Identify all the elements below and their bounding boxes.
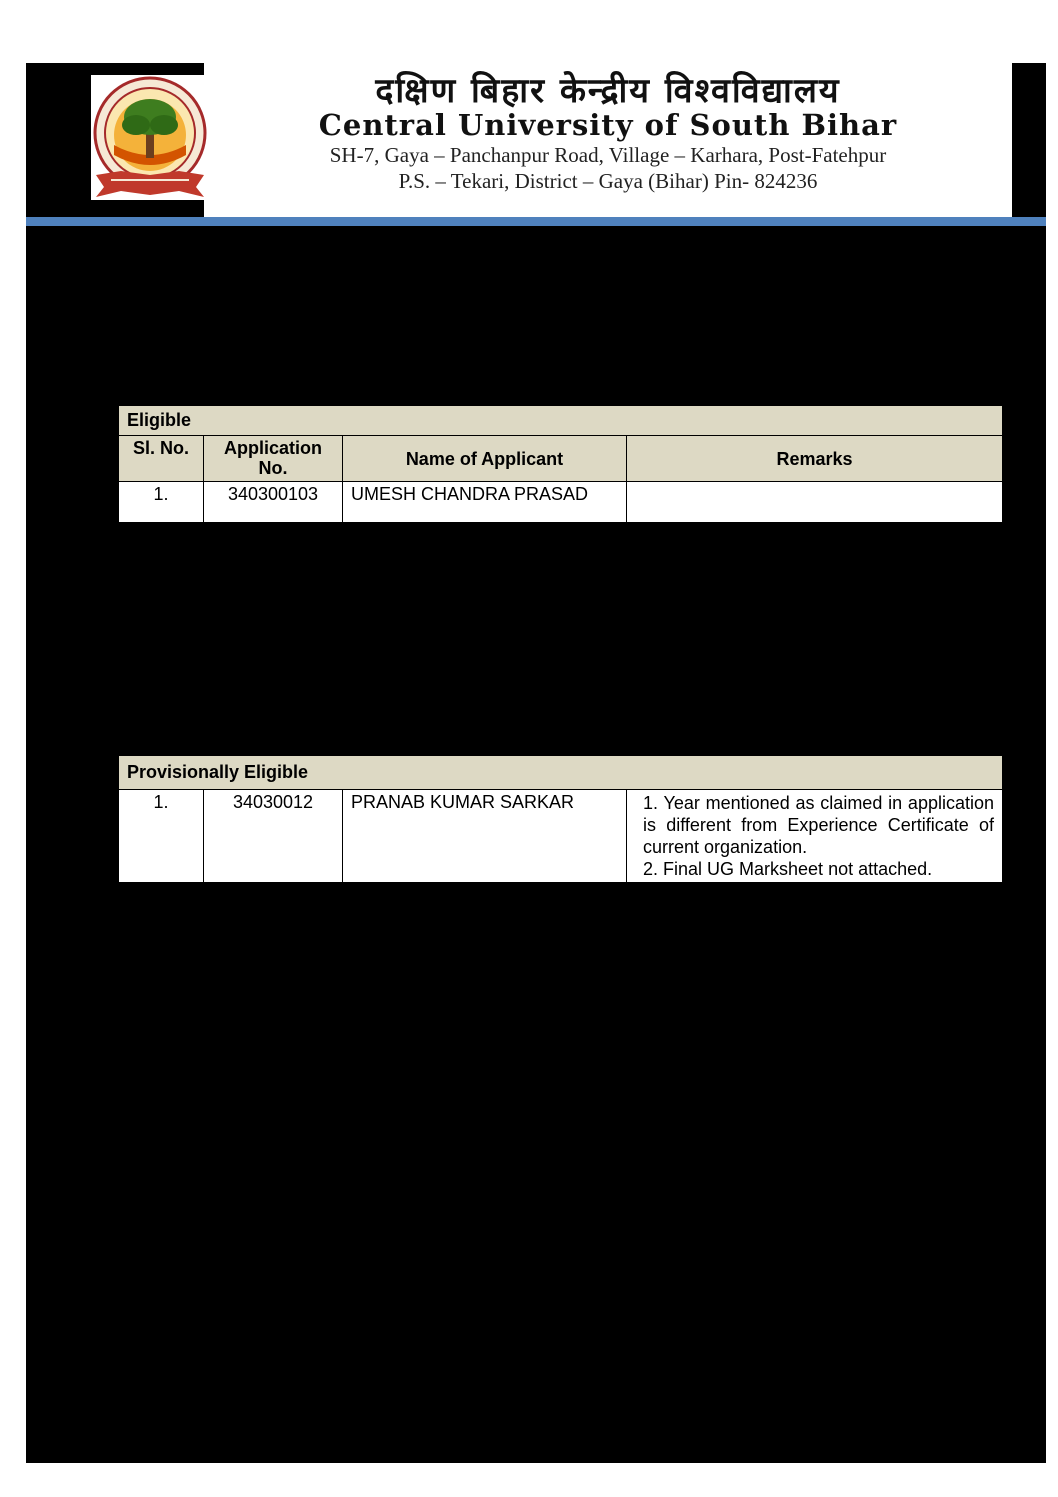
column-header-sl-no: Sl. No. [119, 436, 204, 482]
table-row [119, 790, 1003, 883]
eligible-table [118, 405, 1003, 523]
provisionally-eligible-table [118, 755, 1003, 883]
university-seal-icon [91, 75, 209, 200]
university-logo [91, 75, 209, 200]
remark-item: 2. Final UG Marksheet not attached. [643, 859, 933, 879]
column-header-application-no: Application No. [204, 436, 343, 482]
section-title-eligible: Eligible [119, 406, 1003, 436]
cell-remarks [627, 790, 1003, 883]
column-header-name: Name of Applicant [343, 436, 627, 482]
section-title-provisionally-eligible: Provisionally Eligible [119, 756, 1003, 790]
header-divider [26, 217, 1046, 226]
table-row [119, 482, 1003, 523]
university-english-name: Central University of South Bihar [318, 108, 898, 142]
cell-remarks [627, 482, 1003, 523]
address-line-2: P.S. – Tekari, District – Gaya (Bihar) Pin- 824236 [398, 169, 818, 193]
cell-sl-no: 1. [119, 790, 204, 883]
column-header-remarks: Remarks [627, 436, 1003, 482]
university-hindi-name: दक्षिण बिहार केन्द्रीय विश्वविद्यालय [375, 71, 841, 111]
cell-application-no: 34030012 [204, 790, 343, 883]
cell-application-no: 340300103 [204, 482, 343, 523]
remark-item: 1. Year mentioned as claimed in application is different from Experience Certificate of current organization. [643, 793, 994, 857]
cell-applicant-name: UMESH CHANDRA PRASAD [343, 482, 627, 523]
cell-applicant-name: PRANAB KUMAR SARKAR [343, 790, 627, 883]
address-line-1: SH-7, Gaya – Panchanpur Road, Village – Karhara, Post-Fatehpur [329, 143, 887, 167]
cell-sl-no: 1. [119, 482, 204, 523]
